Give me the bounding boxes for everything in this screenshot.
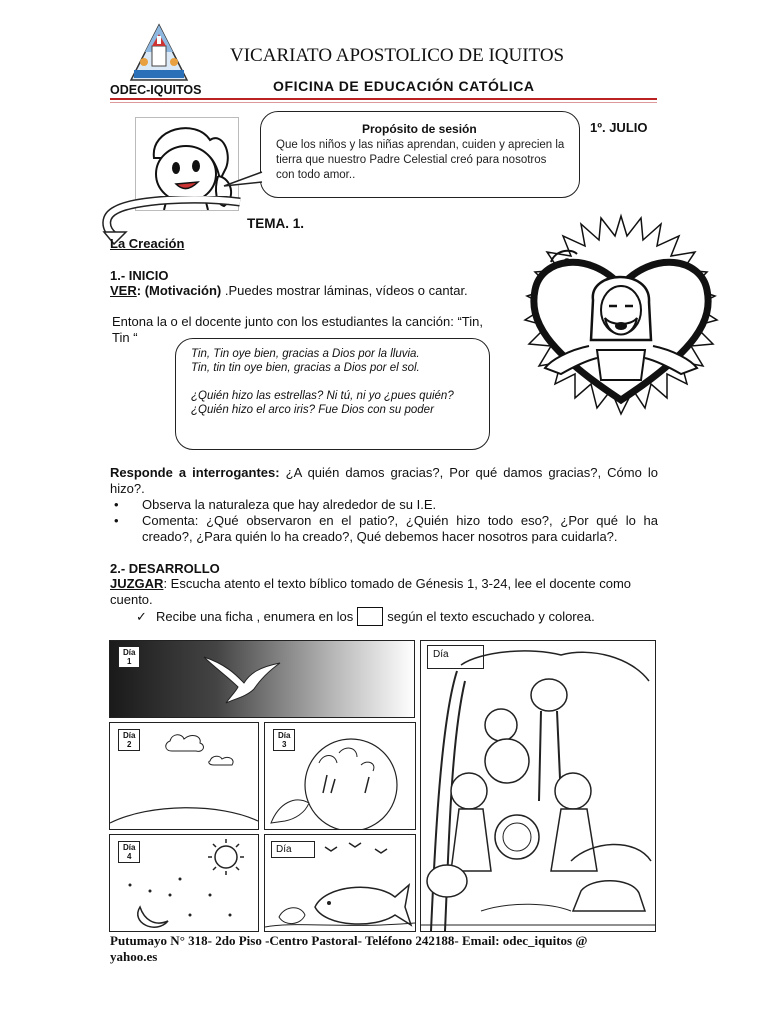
- day-number: 2: [127, 740, 132, 749]
- panel-day-1: [109, 640, 415, 718]
- ver-label: VER: [110, 283, 137, 298]
- plants-earth-icon: [265, 723, 415, 829]
- panel-day-2: [109, 722, 259, 830]
- footer-address: Putumayo N° 318- 2do Piso -Centro Pastoral- Teléfono 242188- Email: odec_iquitos @: [110, 933, 588, 948]
- bullet-text: Observa la naturaleza que hay alrededor de su I.E.: [142, 497, 437, 512]
- office-title: OFICINA DE EDUCACIÓN CATÓLICA: [273, 78, 535, 94]
- odec-logo: [128, 22, 190, 84]
- header-divider-thin: [110, 102, 657, 103]
- section1-heading: 1.- INICIO: [110, 268, 169, 283]
- motivation-text: .Puedes mostrar láminas, vídeos o cantar.: [221, 283, 468, 298]
- bullet-dot: •: [114, 513, 119, 528]
- footer-email-domain: yahoo.es: [110, 949, 158, 964]
- theme-label: TEMA. 1.: [247, 216, 305, 231]
- ver-colon: :: [136, 283, 142, 298]
- questions-label: Responde a interrogantes:: [110, 465, 280, 480]
- check-icon: ✓: [136, 608, 147, 624]
- song-line: ¿Quién hizo las estrellas? Ni tú, ni yo ¿pues quién?: [191, 390, 454, 402]
- purpose-title: Propósito de sesión: [362, 122, 477, 136]
- song-line: Tin, tin tin oye bien, gracias a Dios por el sol.: [191, 362, 420, 374]
- day-number: 3: [282, 740, 287, 749]
- jesus-heart-illustration: [505, 210, 737, 442]
- juzgar-text: : Escucha atento el texto bíblico tomado de Génesis 1, 3-24, lee el docente como cuento.: [110, 576, 632, 607]
- day-word: Día: [123, 648, 136, 657]
- juzgar-label: JUZGAR: [110, 576, 164, 591]
- day-word: Día: [278, 731, 291, 740]
- section1-ver-paragraph: [110, 283, 496, 299]
- org-label: ODEC-IQUITOS: [110, 83, 202, 97]
- header-divider: [110, 98, 657, 100]
- check-text-b: según el texto escuchado y colorea.: [387, 608, 595, 624]
- check-text-a: Recibe una ficha , enumera en los: [156, 608, 354, 624]
- questions-bullets: [110, 497, 658, 545]
- day-label: Día: [271, 841, 315, 858]
- panel-day-4: [109, 834, 259, 932]
- song-intro: Entona la o el docente junto con los estudiantes la canción: “Tin, Tin “: [112, 314, 483, 345]
- clouds-icon: [110, 723, 258, 829]
- day-number: 4: [127, 852, 132, 861]
- checklist-item: [136, 607, 595, 626]
- song-line: ¿Quién hizo el arco iris? Fue Dios con su poder: [191, 404, 434, 416]
- bullet-dot: •: [114, 497, 119, 512]
- purpose-text: Que los niños y las niñas aprendan, cuiden y aprecien la tierra que nuestro Padre Celestial creó para nosotros con todo amor..: [276, 139, 565, 181]
- dove-icon: [198, 647, 288, 707]
- bubble-tail: [222, 168, 264, 190]
- section2-heading: 2.- DESARROLLO: [110, 561, 220, 576]
- song-line: Tin, Tin oye bien, gracias a Dios por la lluvia.: [191, 348, 420, 360]
- number-box: [357, 607, 383, 626]
- day-label: Día: [427, 645, 484, 669]
- day-label: [118, 646, 140, 668]
- theme-subtitle: La Creación: [110, 236, 185, 251]
- song-lyrics: [191, 347, 481, 417]
- sun-moon-stars-icon: [110, 835, 258, 931]
- panel-day-5: [264, 834, 416, 932]
- session-date: 1º. JULIO: [590, 120, 648, 135]
- bullet-item: [110, 497, 658, 513]
- day-word: Día: [123, 843, 136, 852]
- day-word: Día: [123, 731, 136, 740]
- panel-day-6: [420, 640, 656, 932]
- animals-people-icon: [421, 641, 655, 931]
- questions-paragraph: [110, 465, 658, 497]
- juzgar-paragraph: [110, 576, 658, 608]
- bullet-text: Comenta: ¿Qué observaron en el patio?, ¿Quién hizo todo eso?, ¿Por qué lo ha creado?, ¿Para quién lo ha creado?, Qué debemos hacer nosotros para cuidarla?.: [142, 513, 658, 544]
- questions-text: ¿A quién damos gracias?, Por qué damos gracias?, Cómo lo hizo?.: [110, 465, 658, 496]
- motivation-label: (Motivación): [144, 283, 222, 298]
- panel-day-3: [264, 722, 416, 830]
- day-number: 1: [127, 657, 132, 666]
- bullet-item: [110, 513, 658, 545]
- fish-birds-icon: [265, 835, 415, 931]
- vicariate-title: VICARIATO APOSTOLICO DE IQUITOS: [230, 45, 565, 66]
